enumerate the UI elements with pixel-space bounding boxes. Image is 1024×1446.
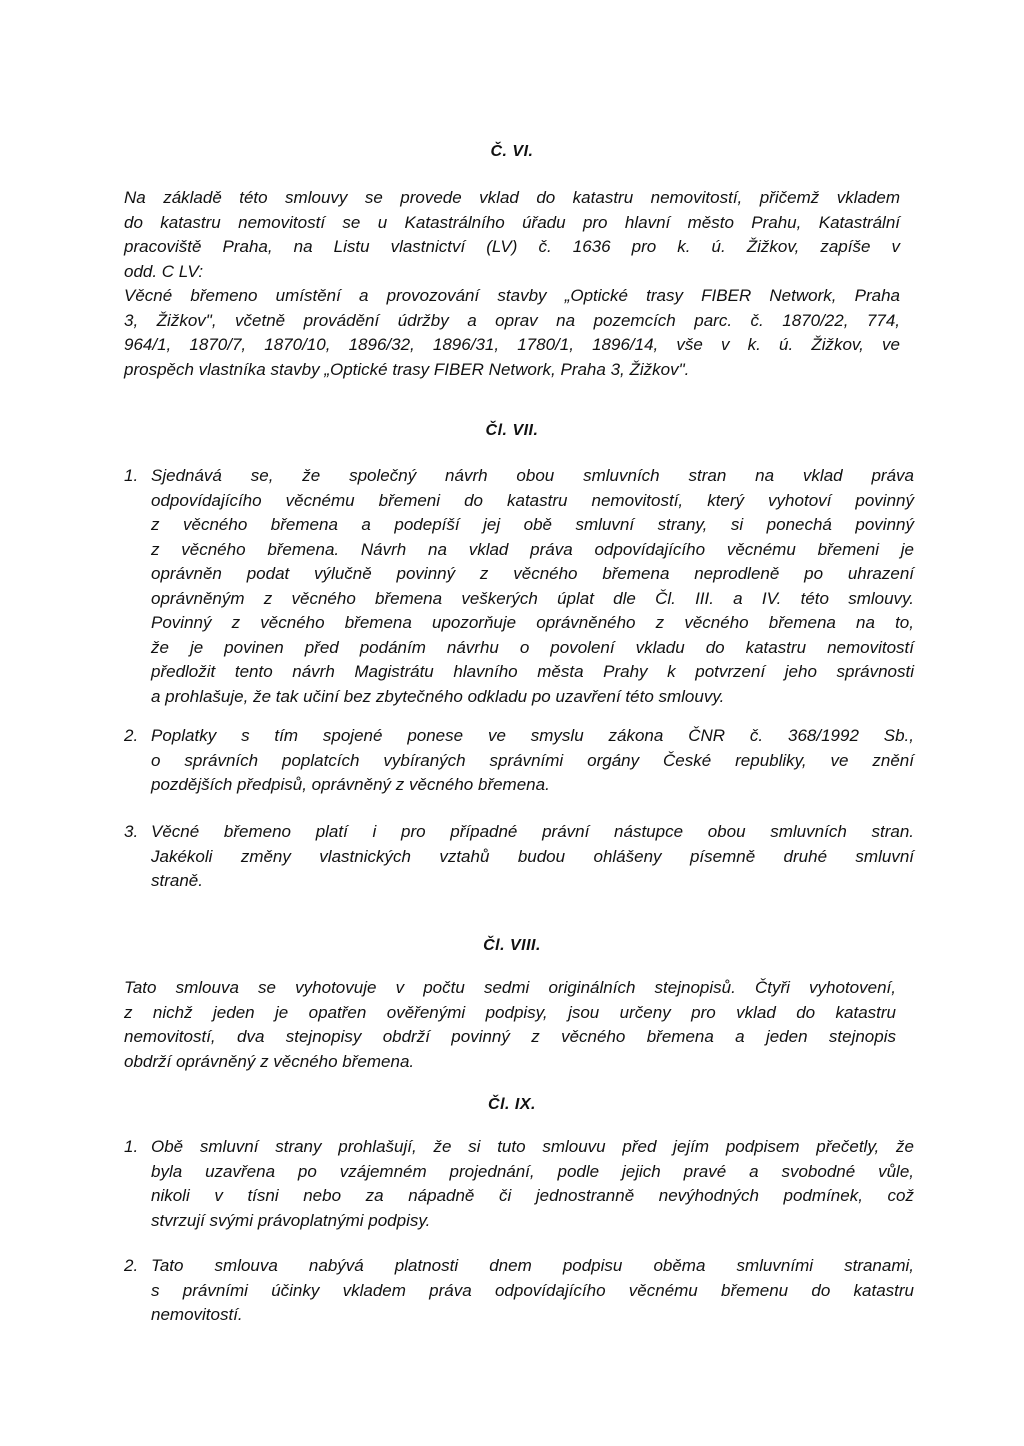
text-line: a prohlašuje, že tak učiní bez zbytečného odkladu po uzavření této smlouvy. xyxy=(151,686,725,706)
text-line: Povinný z věcného břemena upozorňuje oprávněného z věcného břemena na to, xyxy=(151,613,914,632)
text-line: z věcného břemena a podepíší jej obě smluvní strany, si ponechá povinný xyxy=(151,515,914,534)
section-heading-viii: Čl. VIII. xyxy=(483,937,541,954)
section-viii-text xyxy=(124,976,896,1074)
text-line: z věcného břemena. Návrh na vklad práva odpovídajícího věcnému břemeni je xyxy=(151,539,914,559)
text-line: předložit tento návrh Magistrátu hlavního města Prahy k potvrzení jeho správnosti xyxy=(151,662,914,681)
item-text xyxy=(151,1135,914,1233)
item-number: 1. xyxy=(124,1137,139,1156)
section-heading-ix: Čl. IX. xyxy=(488,1096,536,1113)
text-line: Poplatky s tím spojené ponese ve smyslu zákona ČNR č. 368/1992 Sb., xyxy=(151,726,914,745)
text-line: odd. C LV: xyxy=(124,261,204,281)
text-line: prospěch vlastníka stavby „Optické trasy FIBER Network, Praha 3, Žižkov". xyxy=(124,359,690,379)
item-number: 1. xyxy=(124,466,139,485)
text-line: stvrzují svými právoplatnými podpisy. xyxy=(151,1210,431,1230)
text-line: že je povinen před podáním návrhu o povolení vkladu do katastru nemovitostí xyxy=(151,637,914,657)
item-text xyxy=(151,724,914,798)
section-heading-vi: Č. VI. xyxy=(490,143,534,160)
text-line: nemovitostí, dva stejnopisy obdrží povinný z věcného břemena a jeden stejnopis xyxy=(124,1027,896,1046)
text-line: byla uzavřena po vzájemném projednání, podle jejich pravé a svobodné vůle, xyxy=(151,1161,914,1181)
text-line: o správních poplatcích vybíraných správními orgány České republiky, ve znění xyxy=(151,750,914,770)
section-heading-vii: Čl. VII. xyxy=(485,422,539,439)
text-line: Tato smlouva se vyhotovuje v počtu sedmi originálních stejnopisů. Čtyři vyhotovení, xyxy=(124,978,896,997)
text-line: nemovitostí. xyxy=(151,1305,243,1324)
text-line: Tato smlouva nabývá platnosti dnem podpisu oběma smluvními stranami, xyxy=(151,1256,914,1275)
item-text xyxy=(151,820,914,894)
text-line: Jakékoli změny vlastnických vztahů budou ohlášeny písemně druhé smluvní xyxy=(151,846,914,866)
text-line: obdrží oprávněný z věcného břemena. xyxy=(124,1051,415,1071)
text-line: s právními účinky vkladem práva odpovídajícího věcnému břemenu do katastru xyxy=(151,1280,914,1300)
text-line: Obě smluvní strany prohlašují, že si tuto smlouvu před jejím podpisem přečetly, že xyxy=(151,1137,914,1156)
text-line: Věcné břemeno umístění a provozování stavby „Optické trasy FIBER Network, Praha xyxy=(124,286,900,305)
text-line: z nichž jeden je opatřen ověřenými podpisy, jsou určeny pro vklad do katastru xyxy=(124,1002,896,1022)
text-line: Věcné břemeno platí i pro případné právní nástupce obou smluvních stran. xyxy=(151,822,914,841)
text-line: 3, Žižkov", včetně provádění údržby a oprav na pozemcích parc. č. 1870/22, 774, xyxy=(124,310,900,330)
text-line: oprávněn podat výlučně povinný z věcného břemena neprodleně po uhrazení xyxy=(151,564,914,583)
text-line: oprávněným z věcného břemena veškerých úplat dle Čl. III. a IV. této smlouvy. xyxy=(151,588,914,608)
text-line: pozdějších předpisů, oprávněný z věcného břemena. xyxy=(151,775,550,794)
text-line: pracoviště Praha, na Listu vlastnictví (LV) č. 1636 pro k. ú. Žižkov, zapíše v xyxy=(124,237,900,256)
text-line: Sjednává se, že společný návrh obou smluvních stran na vklad práva xyxy=(151,466,914,485)
item-text xyxy=(151,1254,914,1328)
item-number: 2. xyxy=(124,1256,139,1275)
item-text xyxy=(151,464,914,709)
item-number: 3. xyxy=(124,822,139,841)
text-line: 964/1, 1870/7, 1870/10, 1896/32, 1896/31, 1780/1, 1896/14, vše v k. ú. Žižkov, ve xyxy=(124,335,900,354)
text-line: straně. xyxy=(151,871,203,890)
text-line: do katastru nemovitostí se u Katastrálního úřadu pro hlavní město Prahu, Katastrální xyxy=(124,212,900,232)
text-line: odpovídajícího věcnému břemeni do katastru nemovitostí, který vyhotoví povinný xyxy=(151,490,914,510)
text-line: nikoli v tísni nebo za nápadně či jednostranně nevýhodných podmínek, což xyxy=(151,1186,914,1205)
section-vi-text xyxy=(124,186,900,382)
item-number: 2. xyxy=(124,726,139,745)
text-line: Na základě této smlouvy se provede vklad do katastru nemovitostí, přičemž vkladem xyxy=(124,188,900,207)
